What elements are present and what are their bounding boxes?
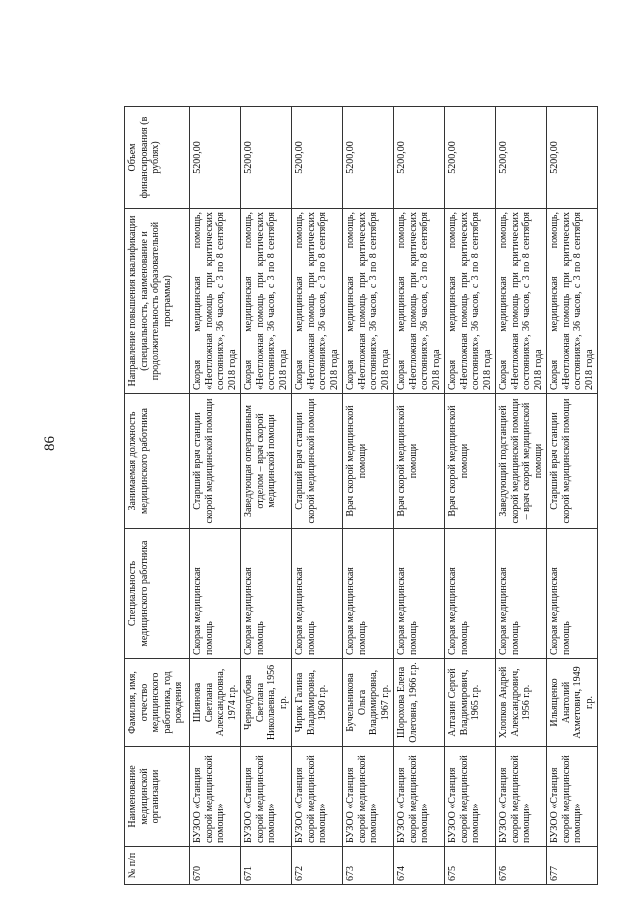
row-org: БУЗОО «Станция скорой медицинской помощи» [241,747,292,847]
training-table [124,106,598,885]
row-specialty: Скорая медицинская помощь [343,529,394,659]
row-specialty: Скорая медицинская помощь [241,529,292,659]
row-direction: Скорая медицинская помощь, «Неотложная помощь при критических состояниях», 36 часов, с 3 по 8 сентября 2018 года [394,209,445,394]
row-name: Чернодубова Светлана Николаевна, 1956 г.р. [241,659,292,747]
row-num: 674 [394,847,445,885]
header-direction: Направление повышения квалификации (специальность, наименование и продолжительность образовательной программы) [125,209,190,394]
table-row [547,107,598,885]
row-direction: Скорая медицинская помощь, «Неотложная помощь при критических состояниях», 36 часов, с 3 по 8 сентября 2018 года [343,209,394,394]
row-direction: Скорая медицинская помощь, «Неотложная помощь при критических состояниях», 36 часов, с 3 по 8 сентября 2018 года [292,209,343,394]
header-position: Занимаемая должность медицинского работника [125,394,190,529]
row-amount: 5200,00 [394,107,445,209]
row-org: БУЗОО «Станция скорой медицинской помощи» [292,747,343,847]
row-specialty: Скорая медицинская помощь [445,529,496,659]
row-amount: 5200,00 [292,107,343,209]
row-num: 676 [496,847,547,885]
document-sheet [124,107,595,885]
row-name: Ильященко Анатолий Ахметович, 1949 г.р. [547,659,598,747]
row-name: Бучельникова Ольга Владимировна, 1967 г.р. [343,659,394,747]
row-num: 675 [445,847,496,885]
row-amount: 5200,00 [343,107,394,209]
row-position: Заведующий подстанцией скорой медицинской помощи – врач скорой медицинской помощи [496,394,547,529]
row-specialty: Скорая медицинская помощь [190,529,241,659]
row-position: Врач скорой медицинской помощи [343,394,394,529]
header-name: Фамилия, имя, отчество медицинского работника, год рождения [125,659,190,747]
row-direction: Скорая медицинская помощь, «Неотложная помощь при критических состояниях», 36 часов, с 3 по 8 сентября 2018 года [496,209,547,394]
row-org: БУЗОО «Станция скорой медицинской помощи» [343,747,394,847]
header-amount: Объем финансирования (в рублях) [125,107,190,209]
row-num: 671 [241,847,292,885]
table-row [394,107,445,885]
row-name: Хлопков Андрей Александрович, 1956 г.р. [496,659,547,747]
row-name: Шорохова Елена Олеговна, 1966 г.р. [394,659,445,747]
row-num: 672 [292,847,343,885]
page-number: 86 [42,436,58,451]
row-specialty: Скорая медицинская помощь [394,529,445,659]
header-num: № п/п [125,847,190,885]
table-row [445,107,496,885]
row-specialty: Скорая медицинская помощь [547,529,598,659]
table-row [292,107,343,885]
row-org: БУЗОО «Станция скорой медицинской помощи» [496,747,547,847]
row-specialty: Скорая медицинская помощь [496,529,547,659]
table-row [496,107,547,885]
header-specialty: Специальность медицинского работника [125,529,190,659]
row-position: Старший врач станции скорой медицинской помощи [190,394,241,529]
row-position: Старший врач станции скорой медицинской помощи [547,394,598,529]
row-org: БУЗОО «Станция скорой медицинской помощи» [190,747,241,847]
row-org: БУЗОО «Станция скорой медицинской помощи» [547,747,598,847]
row-org: БУЗОО «Станция скорой медицинской помощи» [445,747,496,847]
table-row [343,107,394,885]
row-direction: Скорая медицинская помощь, «Неотложная помощь при критических состояниях», 36 часов, с 3 по 8 сентября 2018 года [190,209,241,394]
row-name: Шиянова Светлана Александровна, 1974 г.р. [190,659,241,747]
row-position: Врач скорой медицинской помощи [394,394,445,529]
row-amount: 5200,00 [445,107,496,209]
row-amount: 5200,00 [190,107,241,209]
row-num: 670 [190,847,241,885]
row-direction: Скорая медицинская помощь, «Неотложная помощь при критических состояниях», 36 часов, с 3 по 8 сентября 2018 года [445,209,496,394]
row-num: 677 [547,847,598,885]
table-header-row [125,107,190,885]
row-org: БУЗОО «Станция скорой медицинской помощи» [394,747,445,847]
row-position: Заведующая оперативным отделом – врач скорой медицинской помощи [241,394,292,529]
table-row [190,107,241,885]
table-row [241,107,292,885]
row-amount: 5200,00 [496,107,547,209]
row-name: Алтазин Сергей Владимирович, 1965 г.р. [445,659,496,747]
row-position: Врач скорой медицинской помощи [445,394,496,529]
row-direction: Скорая медицинская помощь, «Неотложная помощь при критических состояниях», 36 часов, с 3 по 8 сентября 2018 года [241,209,292,394]
header-org: Наименование медицинской организации [125,747,190,847]
row-num: 673 [343,847,394,885]
row-name: Чирик Галина Владимировна, 1960 г.р. [292,659,343,747]
row-amount: 5200,00 [241,107,292,209]
row-direction: Скорая медицинская помощь, «Неотложная помощь при критических состояниях», 36 часов, с 3 по 8 сентября 2018 года [547,209,598,394]
row-amount: 5200,00 [547,107,598,209]
row-position: Старший врач станции скорой медицинской помощи [292,394,343,529]
row-specialty: Скорая медицинская помощь [292,529,343,659]
